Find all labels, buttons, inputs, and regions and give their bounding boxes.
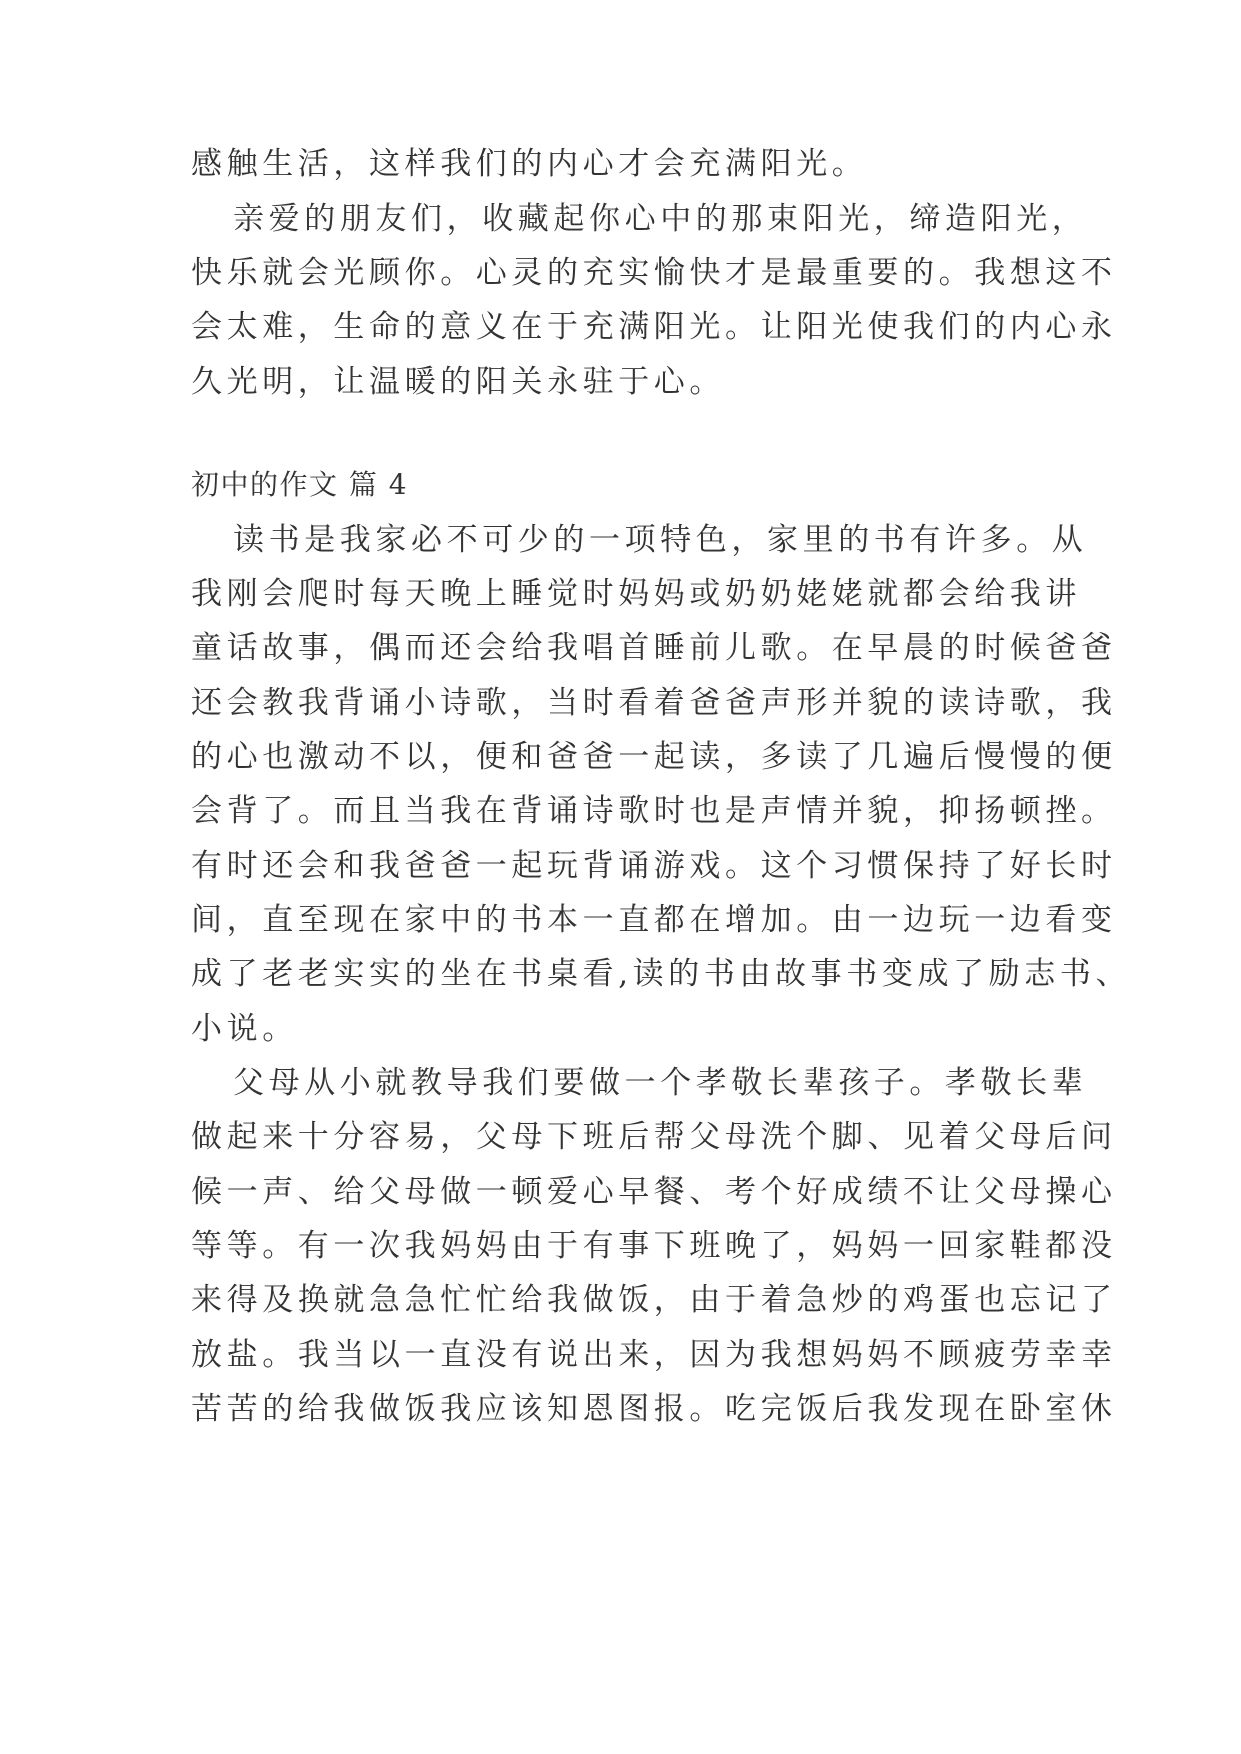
text-line: 有时还会和我爸爸一起玩背诵游戏。这个习惯保持了好长时 [191,848,1117,884]
text-line: 候一声、给父母做一顿爱心早餐、考个好成绩不让父母操心 [191,1174,1117,1210]
text-line: 放盐。我当以一直没有说出来，因为我想妈妈不顾疲劳幸幸 [191,1337,1117,1373]
text-line: 读书是我家必不可少的一项特色，家里的书有许多。从 [233,522,1088,558]
text-line: 苦苦的给我做饭我应该知恩图报。吃完饭后我发现在卧室休 [191,1391,1117,1427]
text-line: 成了老老实实的坐在书桌看,读的书由故事书变成了励志书、 [191,956,1132,992]
text-line: 会背了。而且当我在背诵诗歌时也是声情并貌，抑扬顿挫。 [191,793,1117,829]
text-line: 父母从小就教导我们要做一个孝敬长辈孩子。孝敬长辈 [233,1065,1088,1101]
text-line: 等等。有一次我妈妈由于有事下班晚了，妈妈一回家鞋都没 [191,1228,1117,1264]
text-line: 亲爱的朋友们，收藏起你心中的那束阳光，缔造阳光， [233,201,1088,237]
text-line: 会太难，生命的意义在于充满阳光。让阳光使我们的内心永 [191,309,1117,345]
text-line: 我刚会爬时每天晚上睡觉时妈妈或奶奶姥姥就都会给我讲 [191,576,1081,612]
text-line: 小说。 [191,1011,298,1047]
text-line: 间，直至现在家中的书本一直都在增加。由一边玩一边看变 [191,902,1117,938]
text-line: 久光明，让温暖的阳关永驻于心。 [191,364,725,400]
text-line: 来得及换就急急忙忙给我做饭，由于着急炒的鸡蛋也忘记了 [191,1282,1117,1318]
section-heading: 初中的作文 篇 4 [191,468,409,501]
text-line: 的心也激动不以，便和爸爸一起读，多读了几遍后慢慢的便 [191,739,1117,775]
text-line: 童话故事，偶而还会给我唱首睡前儿歌。在早晨的时候爸爸 [191,630,1117,666]
text-line: 快乐就会光顾你。心灵的充实愉快才是最重要的。我想这不 [191,255,1117,291]
text-line: 做起来十分容易，父母下班后帮父母洗个脚、见着父母后问 [191,1119,1117,1155]
text-line: 还会教我背诵小诗歌，当时看着爸爸声形并貌的读诗歌，我 [191,685,1117,721]
text-line: 感触生活，这样我们的内心才会充满阳光。 [191,146,868,182]
